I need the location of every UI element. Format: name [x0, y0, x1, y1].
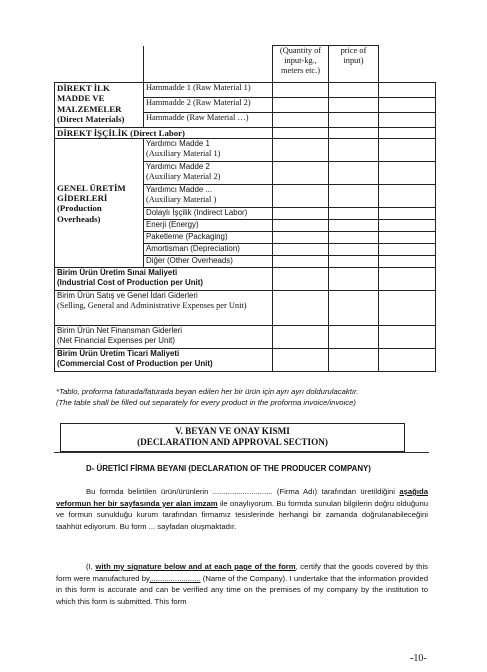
industrial-cost-label: Birim Ürün Üretim Sınai Maliyeti (Industrial Cost of Production per Unit): [55, 268, 273, 291]
overheads-label: GENEL ÜRETİM GİDERLERİ (Production Overheads): [55, 139, 144, 268]
table-row: [55, 128, 436, 139]
declaration-paragraph-en: (I, with my signature below and at each page of the form, certify that the goods covered by this form were manufactured by........................ (Name of the Company). I undertake that the information provided in this form is accurate and can be verified any time on the premises of my company by the institution to which this form is submitted. This form: [56, 562, 429, 606]
raw-material-1: Hammadde 1 (Raw Material 1): [144, 83, 273, 98]
note-en: (The table shall be filled out separately for every product in the proforma invoice/invoice): [56, 397, 356, 407]
section-divider: [54, 452, 429, 453]
signature-phrase-en: with my signature below and at each page of the form: [95, 562, 296, 571]
table-row: [55, 83, 436, 98]
note-tr: *Tablo, proforma faturada/faturada beyan edilen her bir ürün için ayrı ayrı doldurulacaktır.: [56, 387, 359, 396]
table-row: [55, 268, 436, 291]
overhead-item: Yardımcı Madde 2 (Auxiliary Material 2): [144, 162, 273, 185]
overhead-item: Yardımcı Madde ... (Auxiliary Material ): [144, 185, 273, 208]
table-row: [55, 291, 436, 326]
direct-materials-label: DİREKT İLK MADDE VE MALZEMELER (Direct Materials): [55, 83, 144, 128]
table-row: [55, 139, 436, 162]
table-row: [55, 326, 436, 349]
commercial-cost-label: Birim Ürün Üretim Ticari Maliyeti (Commercial Cost of Production per Unit): [55, 349, 273, 372]
overhead-item: Dolaylı İşçilik (Indirect Labor): [144, 208, 273, 220]
section-title-en: (DECLARATION AND APPROVAL SECTION): [137, 437, 328, 448]
declaration-paragraph-tr: Bu formda belirtilen ürün/ürünlerin ............................ (Firma Adı) tarafından üretildiğini aşağıda veformun her bir sayfasında yer alan imzam ile onaylıyorum. Bu formda sunulan bilgilerin doğru olduğunu ve formun sunulduğu kurum tarafından firmamız tesislerinde herhangi bir zamanda doğrulanabileceğini taahhüt ediyorum. Bu form ... sayfadan oluşmaktadır.: [56, 487, 428, 531]
section-title-tr: V. BEYAN VE ONAY KISMI: [175, 426, 290, 436]
raw-material-2: Hammadde 2 (Raw Material 2): [144, 98, 273, 113]
overhead-item: Enerji (Energy): [144, 220, 273, 232]
financial-expenses-label: Birim Ürün Net Finansman Giderleri (Net Financial Expenses per Unit): [55, 326, 273, 349]
overhead-item: Yardımcı Madde 1 (Auxiliary Material 1): [144, 139, 273, 162]
company-name-blank: ........................: [149, 573, 201, 583]
overhead-item: Diğer (Other Overheads): [144, 256, 273, 268]
overhead-item: Paketleme (Packaging): [144, 232, 273, 244]
table-header-row: [55, 46, 436, 83]
cost-table: [54, 45, 436, 372]
price-column-header: price of input): [329, 46, 379, 83]
raw-material-n: Hammadde (Raw Material …): [144, 113, 273, 128]
table-row: [55, 349, 436, 372]
table-note: [56, 387, 446, 409]
section-title-box: [60, 423, 405, 452]
signature-phrase-tr: aşağıda veformun her bir sayfasında yer alan imzam: [56, 487, 428, 508]
declaration-heading: D- ÜRETİCİ FİRMA BEYANI (DECLARATION OF THE PRODUCER COMPANY): [86, 464, 371, 473]
overhead-item: Amortisman (Depreciation): [144, 244, 273, 256]
page-number: -10-: [410, 653, 427, 664]
quantity-column-header: (Quantity of input-kg., meters etc.): [273, 46, 329, 83]
direct-labor-label: DİREKT İŞÇİLİK (Direct Labor): [55, 128, 273, 139]
selling-expenses-label: Birim Ürün Satış ve Genel İdari Giderleri (Selling, General and Administrative Expenses per Unit): [55, 291, 273, 326]
